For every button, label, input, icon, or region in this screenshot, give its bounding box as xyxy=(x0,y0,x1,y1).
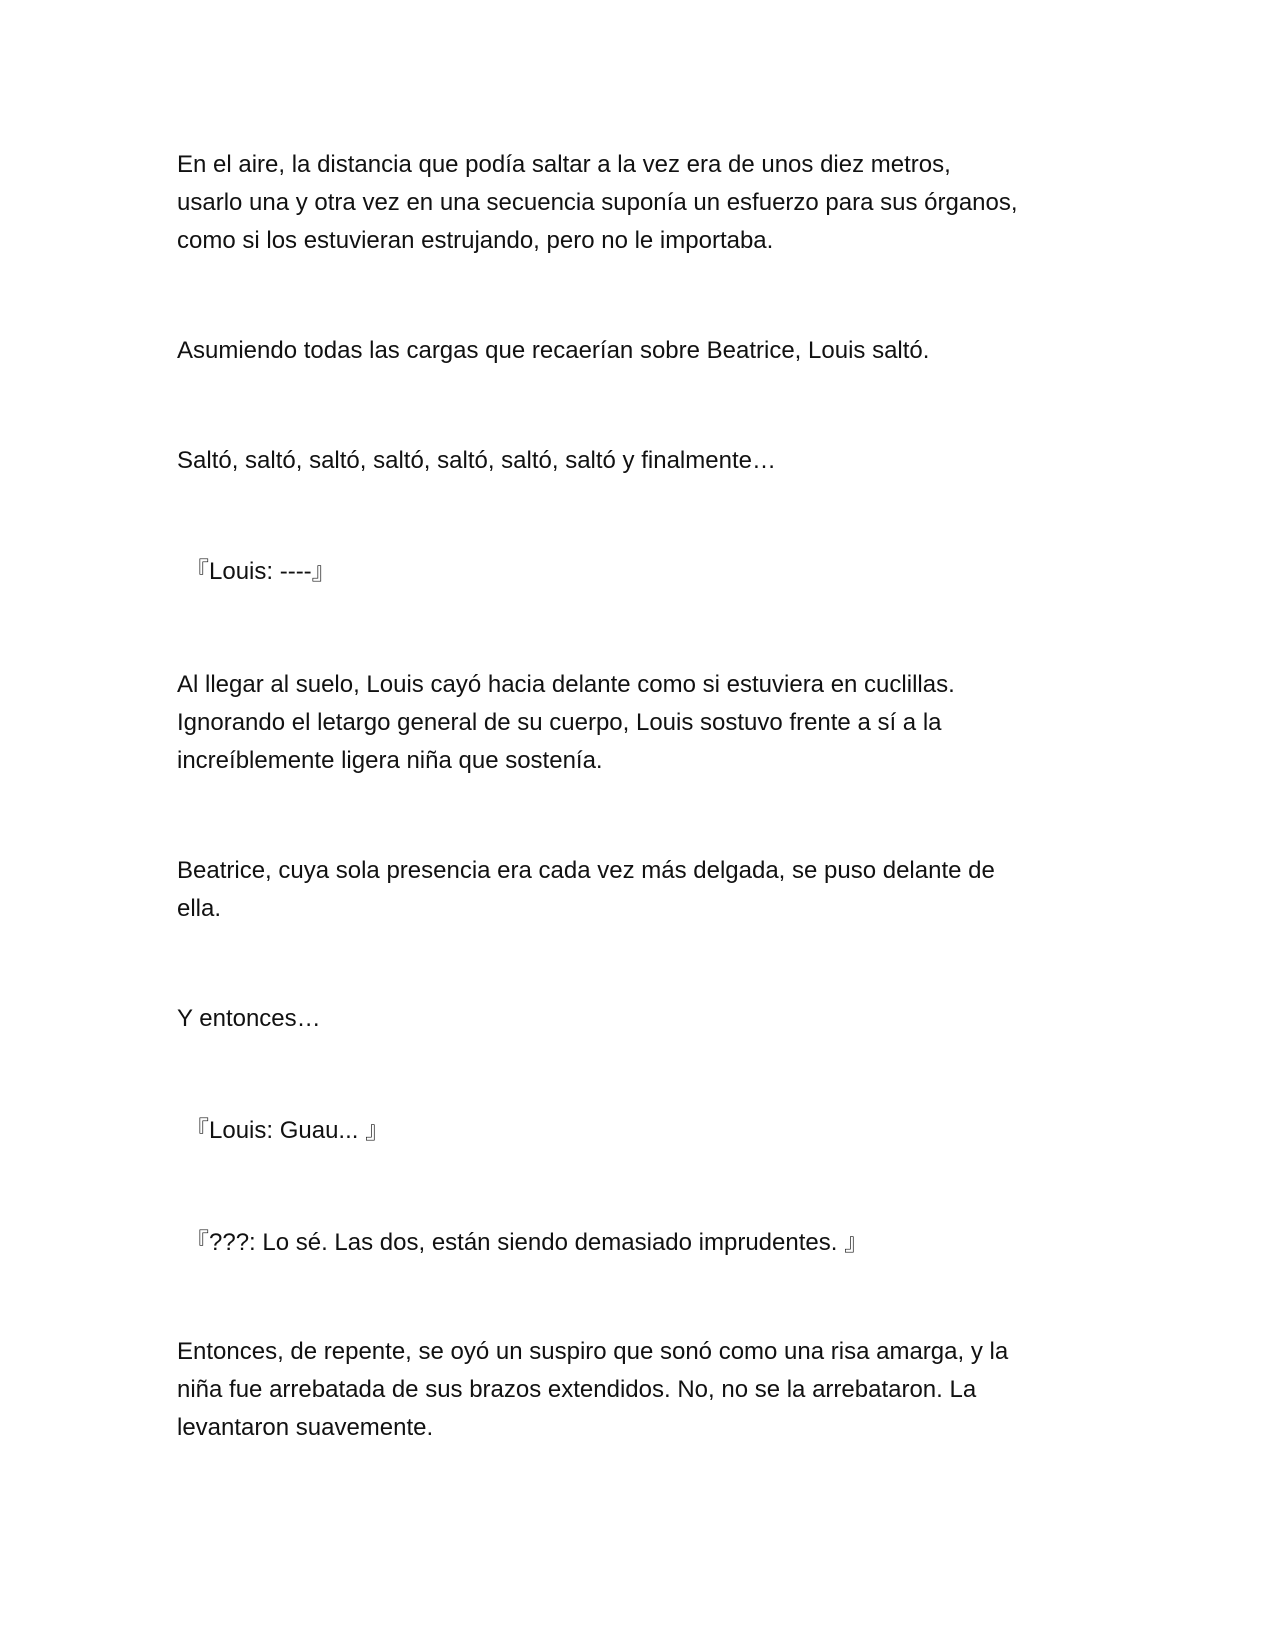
dialogue-line-1 xyxy=(185,553,1115,591)
dialogue-text: 『???: Lo sé. Las dos, están siendo demasiado imprudentes. 』 xyxy=(185,1229,869,1256)
paragraph-6 xyxy=(177,852,1107,928)
paragraph-10 xyxy=(177,1333,1107,1447)
paragraph-line: Al llegar al suelo, Louis cayó hacia delante como si estuviera en cuclillas. xyxy=(177,671,955,698)
paragraph-3 xyxy=(177,442,1107,480)
paragraph-5 xyxy=(177,666,1107,780)
paragraph-line: como si los estuvieran estrujando, pero no le importaba. xyxy=(177,227,774,254)
paragraph-1 xyxy=(177,146,1107,260)
paragraph-line: increíblemente ligera niña que sostenía. xyxy=(177,747,603,774)
paragraph-7 xyxy=(177,1000,1107,1038)
dialogue-text: 『Louis: Guau... 』 xyxy=(185,1117,390,1144)
paragraph-line: Ignorando el letargo general de su cuerpo, Louis sostuvo frente a sí a la xyxy=(177,709,942,736)
dialogue-line-3 xyxy=(185,1224,1115,1262)
paragraph-2 xyxy=(177,332,1107,370)
paragraph-line: levantaron suavemente. xyxy=(177,1414,434,1441)
dialogue-text: 『Louis: ----』 xyxy=(185,558,336,585)
paragraph-line: Beatrice, cuya sola presencia era cada vez más delgada, se puso delante de xyxy=(177,857,995,884)
paragraph-line: En el aire, la distancia que podía saltar a la vez era de unos diez metros, xyxy=(177,151,951,178)
paragraph-line: ella. xyxy=(177,895,222,922)
paragraph-line: Saltó, saltó, saltó, saltó, saltó, saltó, saltó y finalmente… xyxy=(177,447,776,474)
paragraph-line: Asumiendo todas las cargas que recaerían sobre Beatrice, Louis saltó. xyxy=(177,337,930,364)
paragraph-line: Y entonces… xyxy=(177,1005,321,1032)
dialogue-line-2 xyxy=(185,1112,1115,1150)
paragraph-line: niña fue arrebatada de sus brazos extendidos. No, no se la arrebataron. La xyxy=(177,1376,977,1403)
paragraph-line: Entonces, de repente, se oyó un suspiro que sonó como una risa amarga, y la xyxy=(177,1338,1009,1365)
paragraph-line: usarlo una y otra vez en una secuencia suponía un esfuerzo para sus órganos, xyxy=(177,189,1018,216)
